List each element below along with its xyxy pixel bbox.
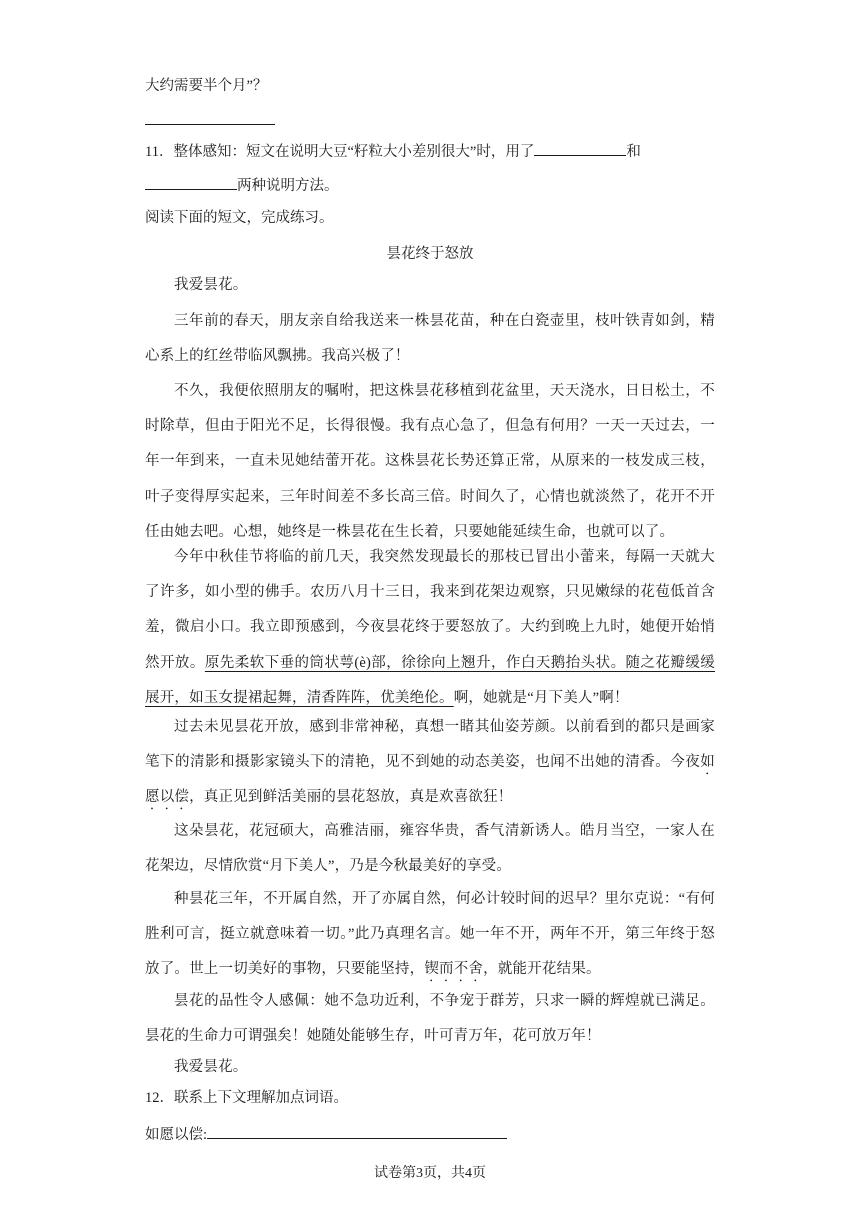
- article-paragraph-3: 不久，我便依照朋友的嘱咐，把这株昙花移植到花盆里，天天浇水，日日松土，不时除草，但由于阳光不足，长得很慢。我有点心急了，但急有何用？一天一天过去，一年一年到来，一直未见她结蕾开花。这株昙花长势还算正常，从原来的一枝发成三枝，叶子变得厚实起来，三年时间差不多长高三倍。时间久了，心情也就淡然了，花开不开任由她去吧。心想，她终是一株昙花在生长着，只要她能延续生命，也就可以了。: [145, 383, 715, 540]
- article-paragraph-9: 我爱昙花。: [174, 1059, 248, 1075]
- paragraph-4-tail: 啊，她就是“月下美人”啊！: [453, 689, 629, 706]
- answer-blank-11a[interactable]: [534, 141, 626, 156]
- dotted-phrase-ruyuanyichang: 如愿以偿: [145, 754, 715, 806]
- article-paragraph-2: 三年前的春天，朋友亲自给我送来一株昙花苗，种在白瓷壶里，枝叶铁青如剑，精心系上的红丝带临风飘拂。我高兴极了！: [145, 313, 715, 365]
- question-11-line2: [145, 175, 339, 196]
- question-11-text: 11．整体感知：短文在说明大豆“籽粒大小差别很大”时，用了: [145, 144, 535, 160]
- question-11: [145, 141, 641, 162]
- paragraph-4-text: 今年中秋佳节将临的前几天，我突然发现最长的那枝已冒出小蕾来，每隔一天就大了许多，如小型的佛手。农历八月十三日，我来到花架边观察，只见嫩绿的花苞低首含羞，微启小口。我立即预感到，今夜昙花终于要怒放了。大约到晚上九时，她便开始悄然开放。: [145, 549, 715, 671]
- underlined-sentence: 原先柔软下垂的筒状萼(è)部，徐徐向上翘升，作白天鹅抬头状。随之花瓣缓缓展开，如玉女提裙起舞，清香阵阵，优美绝伦。: [145, 654, 715, 706]
- article-title: 昙花终于怒放: [386, 246, 474, 262]
- question-12-item: [145, 1124, 507, 1145]
- answer-blank-11b[interactable]: [145, 175, 237, 190]
- paragraph-7-text: 种昙花三年，不开属自然，开了亦属自然，何必计较时间的迟早？里尔克说：“有何胜利可言，挺立就意味着一切。”此乃真理名言。她一年不开，两年不开，第三年终于怒放了。世上一切美好的事物，只要能坚持，: [145, 891, 715, 978]
- article-paragraph-5: [145, 710, 715, 816]
- article-paragraph-7: [145, 882, 715, 988]
- reading-instruction: 阅读下面的短文，完成练习。: [145, 210, 334, 226]
- paragraph-7-tail: ，就能开花结果。: [483, 961, 601, 978]
- article-paragraph-8: 昙花的品性令人感佩：她不急功近利，不争宠于群芳，只求一瞬的辉煌就已满足。昙花的生命力可谓强矣！她随处能够生存，叶可青万年，花可放万年！: [145, 993, 715, 1045]
- question-12: 12．联系上下文理解加点词语。: [145, 1090, 348, 1106]
- prev-question-tail: 大约需要半个月”？: [145, 78, 268, 94]
- page-footer: 试卷第3页，共4页: [374, 1166, 486, 1181]
- paragraph-5-tail: ，真正见到鲜活美丽的昙花怒放，真是欢喜欲狂！: [189, 789, 513, 806]
- answer-blank-prev[interactable]: [145, 110, 275, 125]
- question-11-tail: 两种说明方法。: [237, 178, 339, 194]
- article-paragraph-6: 这朵昙花，花冠硕大，高雅洁丽，雍容华贵，香气清新诱人。皓月当空，一家人在花架边，尽情欣赏“月下美人”，乃是今秋最美好的享受。: [145, 823, 715, 875]
- paragraph-5-text: 过去未见昙花开放，感到非常神秘，真想一睹其仙姿芳颜。以前看到的都只是画家笔下的清影和摄影家镜头下的清艳，见不到她的动态美姿，也闻不出她的清香。今夜: [145, 719, 715, 771]
- answer-blank-12[interactable]: [207, 1124, 507, 1139]
- question-12-item-label: 如愿以偿:: [145, 1127, 208, 1143]
- article-paragraph-4: [145, 540, 715, 716]
- question-11-and: 和: [626, 144, 641, 160]
- dotted-phrase-qieerbushe: 锲而不舍: [424, 961, 484, 978]
- article-paragraph-1: 我爱昙花。: [174, 277, 248, 293]
